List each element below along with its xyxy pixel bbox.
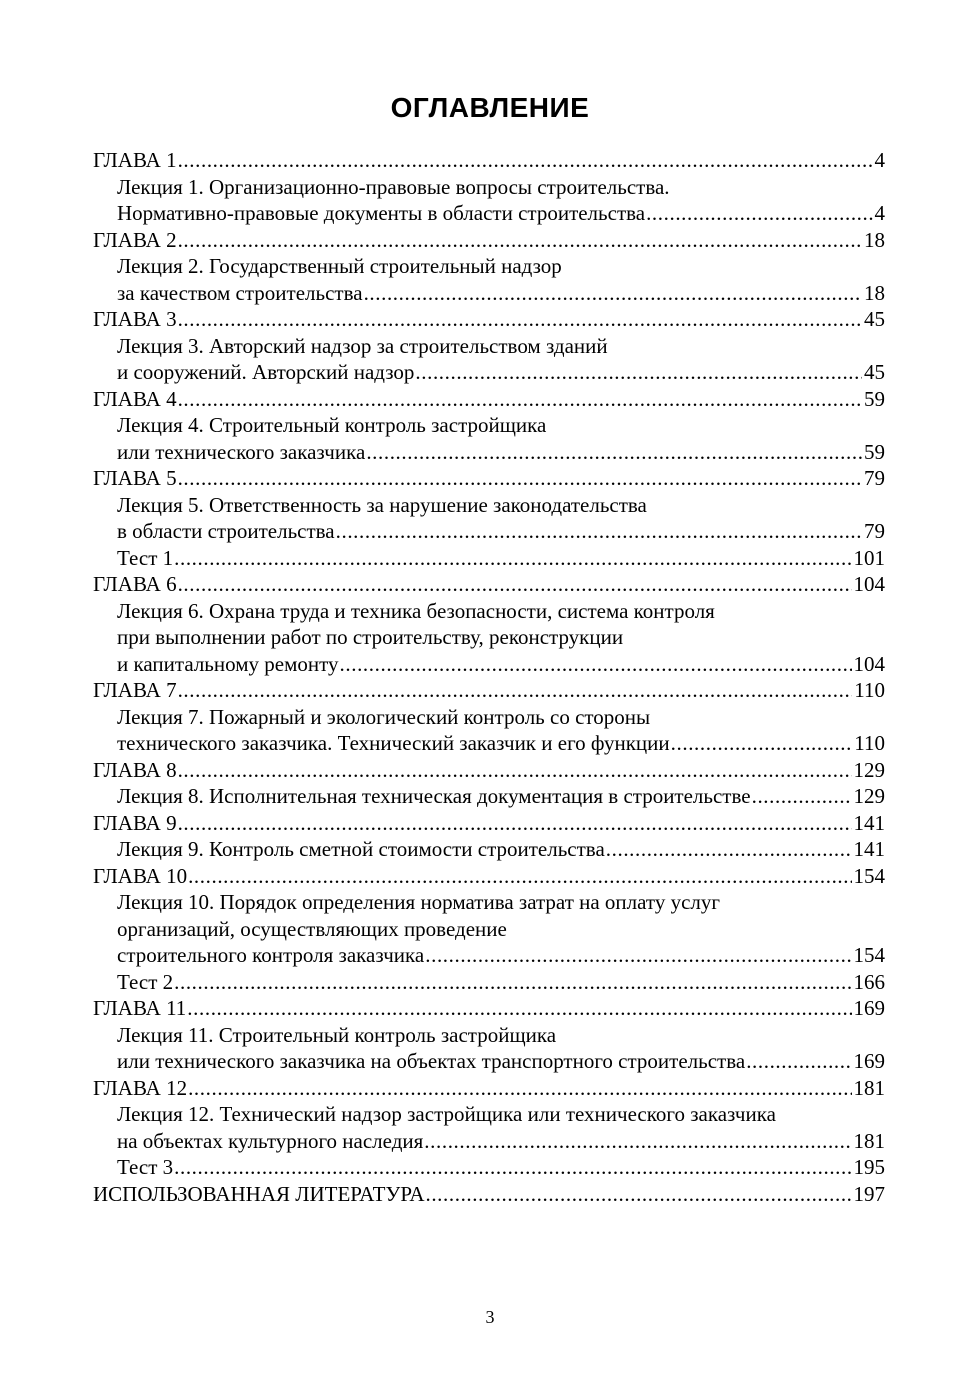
toc-subentry[interactable] <box>93 836 885 863</box>
toc-entry-text: Лекция 8. Исполнительная техническая документация в строительстве <box>117 784 751 808</box>
toc-subentry[interactable] <box>93 942 885 969</box>
dot-leader <box>671 730 853 757</box>
toc-chapter-entry[interactable] <box>93 863 885 890</box>
toc-entry-text: и сооружений. Авторский надзор <box>117 360 415 384</box>
toc-entry-text: ГЛАВА 9 <box>93 810 177 835</box>
toc-entry-text: ГЛАВА 4 <box>93 386 177 411</box>
toc-subentry[interactable] <box>93 1048 885 1075</box>
toc-entry-text: и капитальному ремонту <box>117 651 339 676</box>
toc-chapter-entry[interactable] <box>93 227 885 254</box>
toc-entry-text: Лекция 5. Ответственность за нарушение законодательства <box>117 492 647 517</box>
toc-entry-text: Тест 1 <box>117 545 174 570</box>
toc-page-number: 129 <box>853 784 885 808</box>
toc-page-number: 169 <box>853 1049 885 1073</box>
toc-subentry[interactable] <box>93 412 885 439</box>
toc-subentry[interactable] <box>93 969 885 996</box>
toc-subentry[interactable] <box>93 1101 885 1128</box>
toc-chapter-entry[interactable] <box>93 386 885 413</box>
toc-page-number: 59 <box>864 386 885 411</box>
toc-chapter-entry[interactable] <box>93 757 885 784</box>
dot-leader <box>178 677 853 704</box>
toc-subentry[interactable] <box>93 333 885 360</box>
toc-chapter-entry[interactable] <box>93 147 885 174</box>
toc-subentry[interactable] <box>93 174 885 201</box>
toc-entry-text: ГЛАВА 10 <box>93 863 188 888</box>
toc-chapter-entry[interactable] <box>93 677 885 704</box>
dot-leader <box>188 863 851 890</box>
toc-entry-text: Лекция 1. Организационно-правовые вопросы строительства. <box>117 174 670 199</box>
page-number: 3 <box>485 1307 495 1327</box>
toc-entry-text: или технического заказчика <box>117 439 366 464</box>
toc-page-number: 129 <box>853 757 885 782</box>
page-title: ОГЛАВЛЕНИЕ <box>390 92 590 123</box>
toc-entry-text: ГЛАВА 12 <box>93 1075 188 1100</box>
toc-entry-text: Лекция 6. Охрана труда и техника безопасности, система контроля <box>117 598 715 623</box>
toc-subentry[interactable] <box>93 730 885 757</box>
toc-entry-text: ГЛАВА 1 <box>93 148 177 172</box>
toc-entry-text: строительного контроля заказчика <box>117 943 425 967</box>
dot-leader <box>336 518 862 545</box>
toc-chapter-entry[interactable] <box>93 465 885 492</box>
toc-entry-text: ИСПОЛЬЗОВАННАЯ ЛИТЕРАТУРА <box>93 1181 425 1206</box>
toc-page-number: 169 <box>853 996 885 1020</box>
toc-entry-text: ГЛАВА 8 <box>93 757 177 782</box>
toc-page-number: 4 <box>874 201 885 225</box>
toc-entry-text: организаций, осуществляющих проведение <box>117 916 507 941</box>
toc-page-number: 154 <box>853 943 885 967</box>
toc-entry-text: ГЛАВА 3 <box>93 307 177 331</box>
toc-chapter-entry[interactable] <box>93 306 885 333</box>
toc-page-number: 104 <box>853 572 885 596</box>
toc-subentry[interactable] <box>93 280 885 307</box>
dot-leader <box>178 386 862 413</box>
toc-page-number: 154 <box>853 863 885 888</box>
toc-page-number: 110 <box>854 731 885 755</box>
toc-entry-text: ГЛАВА 2 <box>93 227 177 252</box>
toc-subentry[interactable] <box>93 1154 885 1181</box>
toc-chapter-entry[interactable] <box>93 1181 885 1208</box>
toc-page-number: 79 <box>864 519 885 543</box>
toc-subentry[interactable] <box>93 253 885 280</box>
dot-leader <box>187 995 851 1022</box>
dot-leader <box>178 571 852 598</box>
toc-chapter-entry[interactable] <box>93 995 885 1022</box>
toc-page-number: 181 <box>853 1128 885 1153</box>
dot-leader <box>646 200 872 227</box>
toc-subentry[interactable] <box>93 651 885 678</box>
dot-leader <box>174 969 851 996</box>
toc-entry-text: при выполнении работ по строительству, реконструкции <box>117 625 624 649</box>
toc-entry-text: технического заказчика. Технический заказчик и его функции <box>117 731 670 755</box>
toc-chapter-entry[interactable] <box>93 1075 885 1102</box>
toc-subentry[interactable] <box>93 783 885 810</box>
dot-leader <box>415 359 862 386</box>
dot-leader <box>178 227 862 254</box>
toc-subentry[interactable] <box>93 624 885 651</box>
toc-page-number: 101 <box>853 545 885 570</box>
dot-leader <box>178 147 873 174</box>
toc-page-number: 18 <box>864 227 885 252</box>
dot-leader <box>178 306 862 333</box>
toc-entry-text: ГЛАВА 5 <box>93 466 177 490</box>
dot-leader <box>366 439 862 466</box>
dot-leader <box>425 1181 851 1208</box>
toc-page-number: 166 <box>853 969 885 994</box>
dot-leader <box>425 942 851 969</box>
toc-entry-text: ГЛАВА 11 <box>93 996 187 1020</box>
toc-entry-text: ГЛАВА 7 <box>93 678 177 702</box>
dot-leader <box>606 836 852 863</box>
toc-entry-text: Лекция 7. Пожарный и экологический контроль со стороны <box>117 704 651 729</box>
toc-entry-text: Лекция 4. Строительный контроль застройщика <box>117 413 547 437</box>
toc-subentry[interactable] <box>93 598 885 625</box>
toc-subentry[interactable] <box>93 492 885 519</box>
toc-page-number: 181 <box>853 1075 885 1100</box>
toc-subentry[interactable] <box>93 889 885 916</box>
dot-leader <box>174 545 851 572</box>
toc-subentry[interactable] <box>93 200 885 227</box>
toc-chapter-entry[interactable] <box>93 810 885 837</box>
dot-leader <box>752 783 852 810</box>
toc-page-number: 141 <box>853 837 885 861</box>
dot-leader <box>364 280 862 307</box>
toc-subentry[interactable] <box>93 1022 885 1049</box>
toc-entry-text: за качеством строительства <box>117 280 363 305</box>
toc-entry-text: Лекция 2. Государственный строительный надзор <box>117 254 562 278</box>
toc-entry-text: Нормативно-правовые документы в области строительства <box>117 201 646 225</box>
toc-page-number: 197 <box>853 1181 885 1206</box>
dot-leader <box>340 651 852 678</box>
toc-entry-text: Лекция 3. Авторский надзор за строительством зданий <box>117 333 608 358</box>
toc-entry-text: Лекция 10. Порядок определения норматива затрат на оплату услуг <box>117 890 720 914</box>
dot-leader <box>178 757 852 784</box>
toc-entry-text: Лекция 9. Контроль сметной стоимости строительства <box>117 837 605 861</box>
toc-page-number: 110 <box>854 678 885 702</box>
toc-entry-text: в области строительства <box>117 519 335 543</box>
toc-subentry[interactable] <box>93 359 885 386</box>
dot-leader <box>178 465 862 492</box>
dot-leader <box>424 1128 851 1155</box>
dot-leader <box>746 1048 851 1075</box>
toc-subentry[interactable] <box>93 704 885 731</box>
toc-subentry[interactable] <box>93 439 885 466</box>
toc-page-number: 104 <box>853 651 885 676</box>
toc-page-number: 45 <box>864 360 885 384</box>
toc-page-number: 195 <box>853 1155 885 1179</box>
toc-page-number: 45 <box>864 307 885 331</box>
toc-page-number: 18 <box>864 280 885 305</box>
toc-entry-text: Лекция 11. Строительный контроль застройщика <box>117 1022 557 1047</box>
toc-page-number: 59 <box>864 439 885 464</box>
toc-page-number: 79 <box>864 466 885 490</box>
toc-subentry[interactable] <box>93 916 885 943</box>
toc-entry-text: Лекция 12. Технический надзор застройщика или технического заказчика <box>117 1102 776 1126</box>
toc-entry-text: ГЛАВА 6 <box>93 572 177 596</box>
toc-entry-text: или технического заказчика на объектах транспортного строительства <box>117 1049 746 1073</box>
dot-leader <box>174 1154 851 1181</box>
dot-leader <box>178 810 852 837</box>
toc-entry-text: Тест 2 <box>117 969 174 994</box>
toc-subentry[interactable] <box>93 1128 885 1155</box>
toc-page-number: 4 <box>874 148 885 172</box>
toc-entry-text: на объектах культурного наследия <box>117 1128 424 1153</box>
toc-page-number: 141 <box>853 810 885 835</box>
toc-subentry[interactable] <box>93 518 885 545</box>
table-of-contents <box>93 147 885 1207</box>
toc-entry-text: Тест 3 <box>117 1155 174 1179</box>
dot-leader <box>188 1075 851 1102</box>
toc-chapter-entry[interactable] <box>93 571 885 598</box>
toc-subentry[interactable] <box>93 545 885 572</box>
